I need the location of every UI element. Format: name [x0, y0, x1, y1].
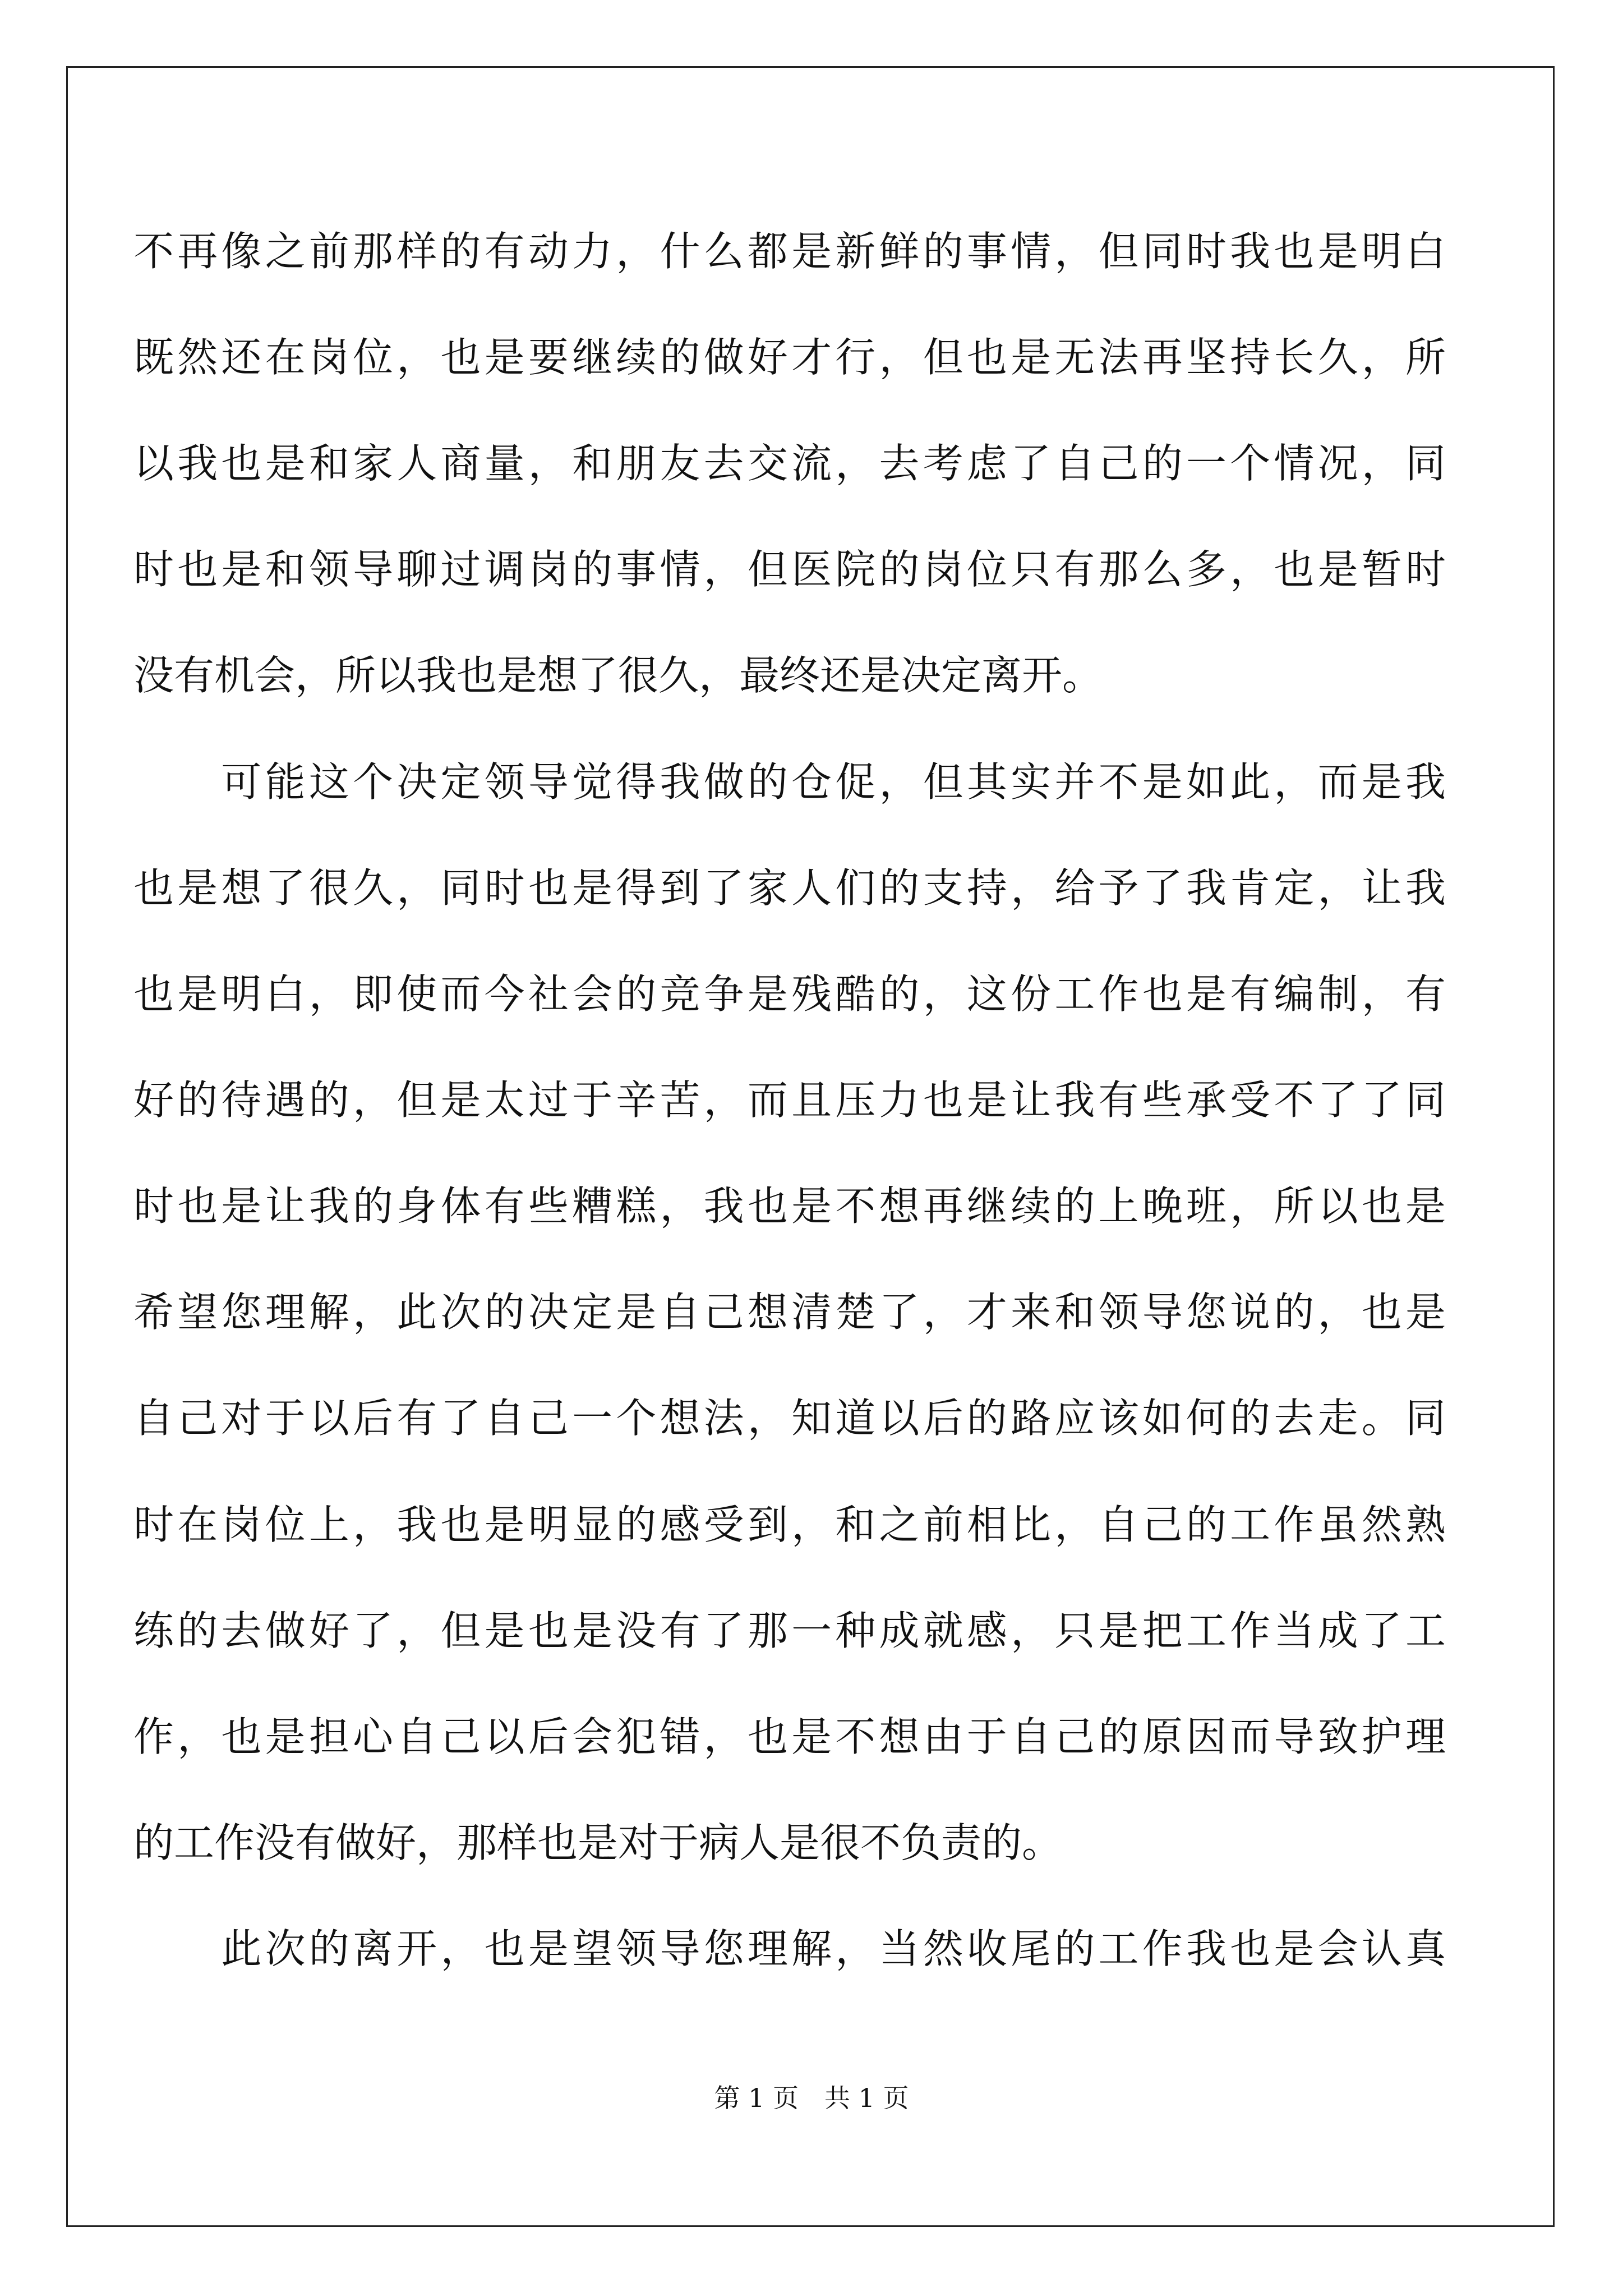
text-line: 练的去做好了，但是也是没有了那一种成就感，只是把工作当成了工	[133, 1607, 1446, 1654]
text-line: 自己对于以后有了自己一个想法，知道以后的路应该如何的去走。同	[133, 1395, 1446, 1442]
page-number: 第 1 页	[714, 2083, 799, 2113]
total-pages: 共 1 页	[824, 2083, 909, 2113]
text-line: 也是想了很久，同时也是得到了家人们的支持，给予了我肯定，让我	[133, 864, 1446, 912]
text-line: 时在岗位上，我也是明显的感受到，和之前相比，自己的工作虽然熟	[133, 1501, 1446, 1548]
text-line: 可能这个决定领导觉得我做的仓促，但其实并不是如此，而是我	[133, 758, 1446, 806]
text-line: 时也是和领导聊过调岗的事情，但医院的岗位只有那么多，也是暂时	[133, 546, 1446, 593]
text-line: 也是明白，即使而今社会的竞争是残酷的，这份工作也是有编制，有	[133, 970, 1446, 1018]
text-line: 既然还在岗位，也是要继续的做好才行，但也是无法再坚持长久，所	[133, 334, 1446, 381]
page-footer	[0, 2081, 1623, 2115]
text-line: 不再像之前那样的有动力，什么都是新鲜的事情，但同时我也是明白	[133, 228, 1446, 275]
text-line: 好的待遇的，但是太过于辛苦，而且压力也是让我有些承受不了了同	[133, 1076, 1446, 1124]
text-line: 时也是让我的身体有些糟糕，我也是不想再继续的上晚班，所以也是	[133, 1182, 1446, 1230]
text-line: 希望您理解，此次的决定是自己想清楚了，才来和领导您说的，也是	[133, 1289, 1446, 1336]
text-line: 作，也是担心自己以后会犯错，也是不想由于自己的原因而导致护理	[133, 1713, 1446, 1760]
text-line: 此次的离开，也是望领导您理解，当然收尾的工作我也是会认真	[133, 1925, 1446, 1972]
text-line: 的工作没有做好，那样也是对于病人是很不负责的。	[133, 1819, 1063, 1866]
text-line: 以我也是和家人商量，和朋友去交流，去考虑了自己的一个情况，同	[133, 440, 1446, 487]
text-line: 没有机会，所以我也是想了很久，最终还是决定离开。	[133, 652, 1103, 699]
